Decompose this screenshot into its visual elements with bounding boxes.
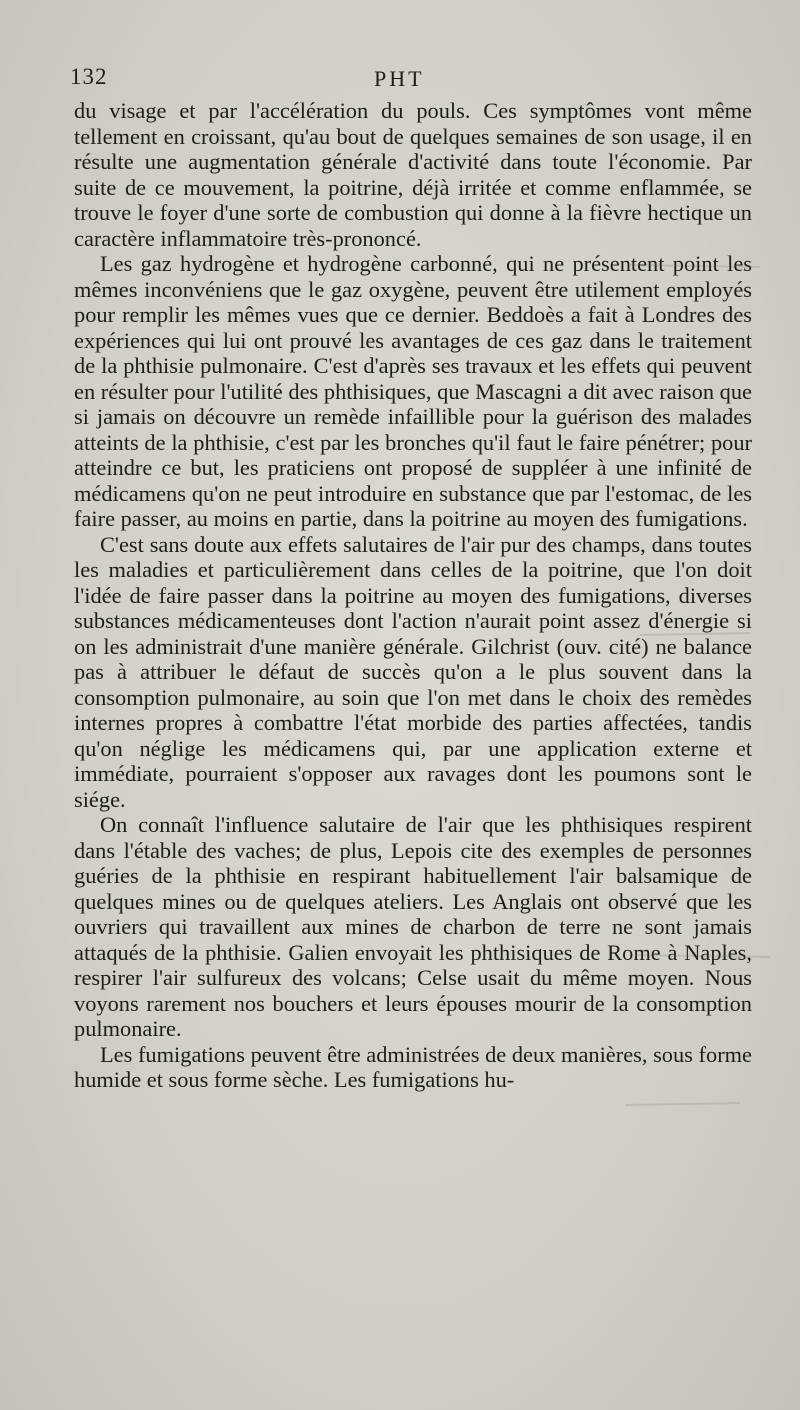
body-text — [74, 98, 752, 1093]
paragraph-1: du visage et par l'accélération du pouls. Ces symptômes vont même tellement en croissant, qu'au bout de quelques semaines de son usage, il en résulte une augmentation générale d'activité dans toute l'économie. Par suite de ce mouvement, la poitrine, déjà irritée et comme enflammée, se trouve le foyer d'une sorte de combustion qui donne à la fièvre hectique un caractère inflammatoire très-prononcé. — [74, 98, 752, 251]
running-head: PHT — [374, 66, 425, 91]
paragraph-5: Les fumigations peuvent être administrées de deux manières, sous forme humide et sous forme sèche. Les fumigations hu- — [74, 1041, 752, 1092]
paragraph-2: Les gaz hydrogène et hydrogène carbonné, qui ne présentent point les mêmes inconvéniens que le gaz oxygène, peuvent être utilement employés pour remplir les mêmes vues que ce dernier. Beddoès a fait à Londres des expériences qui lui ont prouvé les avantages de ces gaz dans le traitement de la phthisie pulmonaire. C'est d'après ses travaux et les effets qui peuvent en résulter pour l'utilité des phthisiques, que Mascagni a dit avec raison que si jamais on découvre un remède infaillible pour la guérison des malades atteints de la phthisie, c'est par les bronches qu'il faut le faire pénétrer; pour atteindre ce but, les praticiens ont proposé de suppléer à une infinité de médicamens qu'on ne peut introduire en substance que par l'estomac, de les faire passer, au moins en partie, dans la poitrine au moyen des fumigations. — [74, 251, 752, 531]
page-header — [70, 60, 752, 98]
page-number: 132 — [70, 64, 108, 89]
paragraph-3: C'est sans doute aux effets salutaires de l'air pur des champs, dans toutes les maladies et particulièrement dans celles de la poitrine, que l'on doit l'idée de faire passer dans la poitrine au moyen des fumigations, diverses substances médicamenteuses dont l'action n'aurait point assez d'énergie si on les administrait d'une manière générale. Gilchrist (ouv. cité) ne balance pas à attribuer le défaut de succès qu'on a le plus souvent dans la consomption pulmonaire, au soin que l'on met dans le choix des remèdes internes propres à combattre l'état morbide des parties affectées, tandis qu'on néglige les médicamens qui, par une application externe et immédiate, pourraient s'opposer aux ravages dont les poumons sont le siége. — [74, 531, 752, 812]
paragraph-4: On connaît l'influence salutaire de l'air que les phthisiques respirent dans l'étable des vaches; de plus, Lepois cite des exemples de personnes guéries de la phthisie en respirant habituellement l'air balsamique de quelques mines ou de quelques ateliers. Les Anglais ont observé que les ouvriers qui travaillent aux mines de charbon de terre ne sont jamais attaqués de la phthisie. Galien envoyait les phthisiques de Rome à Naples, respirer l'air sulfureux des volcans; Celse usait du même moyen. Nous voyons rarement nos bouchers et leurs épouses mourir de la consomption pulmonaire. — [74, 812, 752, 1041]
